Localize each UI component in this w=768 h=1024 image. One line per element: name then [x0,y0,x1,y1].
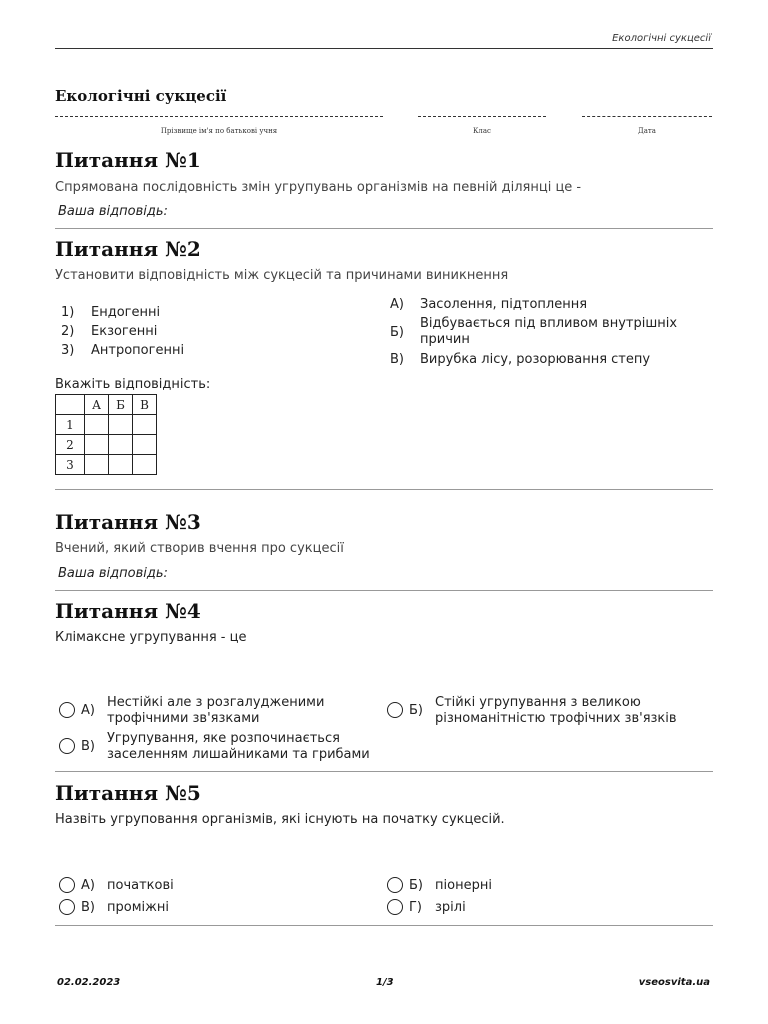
footer-date: 02.02.2023 [57,977,121,988]
radio-button[interactable] [387,877,403,893]
q4-option-a[interactable]: А) Нестійкі але з розгалудженими трофічними зв'язками [59,695,379,727]
q5-option-b[interactable]: Б) піонерні [387,877,492,893]
table-col-header: А [85,395,109,415]
q2-right-item: А) Засолення, підтоплення [390,297,588,312]
table-row-header: 3 [56,455,85,475]
radio-button[interactable] [59,877,75,893]
radio-button[interactable] [59,738,75,754]
q5-option-a[interactable]: А) початкові [59,877,174,893]
radio-button[interactable] [387,702,403,718]
q5-option-c[interactable]: В) проміжні [59,899,169,915]
q2-left-item: 3) Антропогенні [61,343,185,358]
q2-left-item: 2) Екзогенні [61,324,158,339]
q5-text: Назвіть угруповання організмів, які існують на початку сукцесій. [55,812,505,827]
name-field-line[interactable] [55,116,383,117]
q2-right-list [390,297,690,367]
q3-text: Вчений, який створив вчення про сукцесії [55,541,344,556]
radio-button[interactable] [387,899,403,915]
q2-title: Питання №2 [55,237,201,261]
radio-button[interactable] [59,899,75,915]
table-row-header: 1 [56,415,85,435]
q2-right-item: В) Вирубка лісу, розорювання степу [390,352,651,367]
table-cell[interactable] [109,455,133,475]
table-cell[interactable] [109,415,133,435]
q1-text: Спрямована послідовність змін угрупувань організмів на певній ділянці це - [55,180,582,195]
q2-match-label: Вкажіть відповідність: [55,377,211,392]
q2-divider [55,489,713,490]
q4-option-c[interactable]: В) Угрупування, яке розпочинається заселенням лишайниками та грибами [59,731,379,763]
q4-title: Питання №4 [55,599,201,623]
q3-divider [55,590,713,591]
table-cell[interactable] [133,455,157,475]
q5-divider [55,925,713,926]
date-field-line[interactable] [582,116,712,117]
table-cell[interactable] [85,415,109,435]
q3-title: Питання №3 [55,510,201,534]
q2-left-item: 1) Ендогенні [61,305,161,320]
table-cell[interactable] [85,455,109,475]
q1-answer-label[interactable]: Ваша відповідь: [58,204,168,219]
date-field-label: Дата [638,127,656,135]
table-col-header: Б [109,395,133,415]
footer-page-number: 1/3 [376,977,394,988]
table-cell[interactable] [133,435,157,455]
q4-text: Клімаксне угрупування - це [55,630,247,645]
q2-right-item: Б) Відбувається під впливом внутрішніх причин [390,316,678,347]
q5-title: Питання №5 [55,781,201,805]
q4-divider [55,771,713,772]
document-title: Екологічні сукцесії [55,87,227,105]
class-field-label: Клас [473,127,491,135]
table-cell[interactable] [85,435,109,455]
table-cell[interactable] [109,435,133,455]
q1-divider [55,228,713,229]
header-divider [55,48,713,49]
running-title: Екологічні сукцесії [612,33,711,44]
q1-title: Питання №1 [55,148,201,172]
footer-site[interactable]: vseosvita.ua [638,977,710,988]
radio-button[interactable] [59,702,75,718]
q3-answer-label[interactable]: Ваша відповідь: [58,566,168,581]
class-field-line[interactable] [418,116,546,117]
q2-match-table [55,394,157,475]
table-col-header: В [133,395,157,415]
q2-left-list [61,305,184,358]
table-row-header: 2 [56,435,85,455]
q2-text: Установити відповідність між сукцесій та причинами виникнення [55,268,509,283]
q4-option-b[interactable]: Б) Стійкі угрупування з великою різноманітністю трофічних зв'язків [387,695,707,727]
name-field-label: Прізвище ім'я по батькові учня [160,127,278,135]
table-cell[interactable] [133,415,157,435]
q5-option-d[interactable]: Г) зрілі [387,899,466,915]
